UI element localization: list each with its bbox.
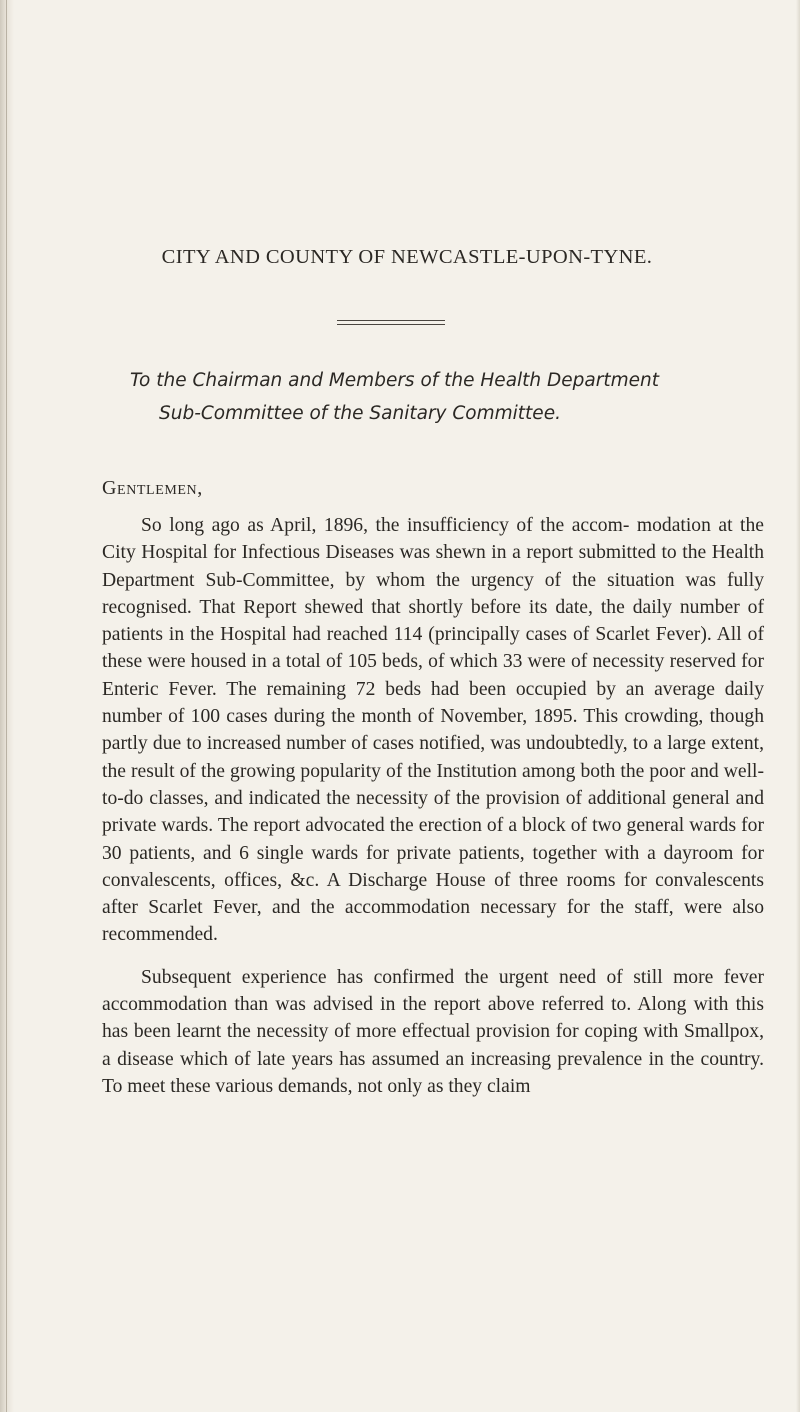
paragraph-1: So long ago as April, 1896, the insufficiency of the accom- modation at the City Hospital for Infectious Diseases was shewn in a report submitted to the Health Department Sub-Committee, by whom the urgency of the situation was fully recognised. That Report shewed that shortly before its date, the daily number of patients in the Hospital had reached 114 (principally cases of Scarlet Fever). All of these were housed in a total of 105 beds, of which 33 were of necessity reserved for Enteric Fever. The remaining 72 beds had been occupied by an average daily number of 100 cases during the month of November, 1895. This crowding, though partly due to increased number of cases notified, was undoubtedly, to a large extent, the result of the growing popularity of the Institution among both the poor and well-to-do classes, and indicated the necessity of the provision of additional general and private wards. The report advocated the erection of a block of two general wards for 30 patients, and 6 single wards for private patients, together with a dayroom for convalescents, offices, &c. A Discharge House of three rooms for convalescents after Scarlet Fever, and the accommodation necessary for the staff, were also recommended.: [102, 515, 764, 946]
rule-line-bottom: [337, 324, 445, 325]
address-line-2: Sub-Committee of the Sanitary Committee.: [159, 403, 561, 424]
address-block: [130, 364, 750, 430]
document-heading: CITY AND COUNTY OF NEWCASTLE-UPON-TYNE.: [161, 246, 653, 268]
letter-body: [102, 512, 764, 1100]
page-right-edge: [796, 0, 800, 1412]
page-binding-line: [6, 0, 7, 1412]
paragraph-2: Subsequent experience has confirmed the urgent need of still more fever accommodation than was advised in the report above referred to. Along with this has been learnt the necessity of more effectual provision for coping with Smallpox, a disease which of late years has assumed an increasing prevalence in the country. To meet these various demands, not only as they claim: [102, 966, 764, 1097]
page-binding-edge: [0, 0, 14, 1412]
address-line-1: To the Chairman and Members of the Health Department: [130, 370, 659, 391]
salutation: Gentlemen,: [102, 477, 203, 499]
rule-line-top: [337, 320, 445, 321]
double-rule-divider: [337, 320, 445, 326]
